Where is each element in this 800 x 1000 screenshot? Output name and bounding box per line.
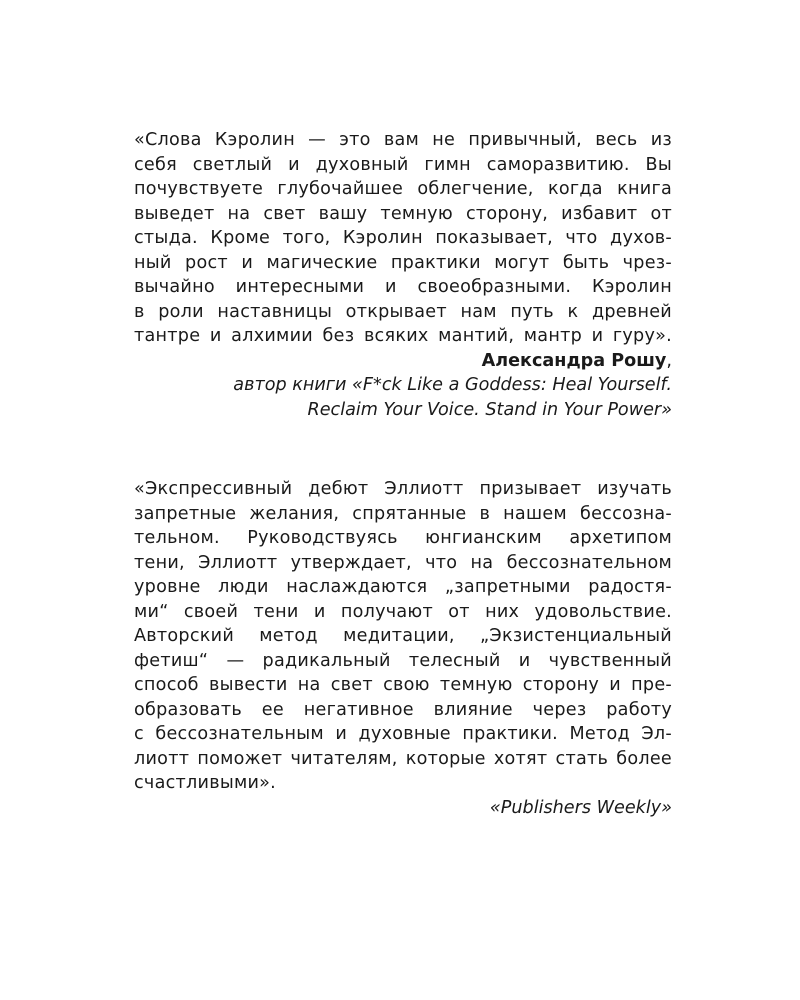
quote-line: стыда. Кроме того, Кэролин показывает, что духов- (134, 228, 672, 248)
quote-line: способ вывести на свет свою темную сторону и пре- (134, 675, 672, 695)
quote-source: «Publishers Weekly» (489, 797, 672, 818)
author-book-line: автор книги «F*ck Like a Goddess: Heal Yourself. (233, 375, 672, 395)
quote-line: запретные желания, спрятанные в нашем бессозна- (134, 503, 672, 524)
quote-line: выведет на свет вашу темную сторону, избавит от (134, 203, 672, 224)
quote-line: в роли наставницы открывает нам путь к древней (134, 301, 672, 322)
quote-line: тельном. Руководствуясь юнгианским архетипом (134, 528, 672, 548)
testimonial-quote-1 (134, 128, 672, 422)
quote-line: счастливыми». (134, 773, 277, 793)
testimonial-quote-2 (134, 477, 672, 820)
quote-line: «Экспрессивный дебют Эллиотт призывает изучать (134, 479, 672, 499)
quote-line: ный рост и магические практики могут быть чрез- (134, 252, 672, 273)
quote-line: образовать ее негативное влияние через работу (134, 699, 672, 720)
author-name: Александра Рошу (481, 350, 667, 371)
quote-line: лиотт поможет читателям, которые хотят стать более (134, 748, 672, 769)
quote-line: почувствуете глубочайшее облегчение, когда книга (134, 179, 672, 199)
author-suffix: , (666, 350, 672, 371)
quote-line: уровне люди наслаждаются „запретными радостя- (134, 577, 672, 597)
quote-author (134, 349, 672, 374)
quote-line: Авторский метод медитации, „Экзистенциальный (134, 626, 672, 646)
quote-line: тантре и алхимии без всяких мантий, мантр и гуру». (134, 326, 672, 346)
author-book-line: Reclaim Your Voice. Stand in Your Power» (307, 399, 672, 420)
quote-line: ми“ своей тени и получают от них удовольствие. (134, 601, 672, 622)
quote-line: себя светлый и духовный гимн саморазвитию. Вы (134, 154, 672, 175)
quote-line: «Слова Кэролин — это вам не привычный, весь из (134, 130, 672, 150)
quote-line: вычайно интересными и своеобразными. Кэролин (134, 277, 672, 297)
quote-line: с бессознательным и духовные практики. Метод Эл- (134, 724, 672, 744)
quote-line: тени, Эллиотт утверждает, что на бессознательном (134, 552, 672, 573)
quote-line: фетиш“ — радикальный телесный и чувственный (134, 650, 672, 671)
